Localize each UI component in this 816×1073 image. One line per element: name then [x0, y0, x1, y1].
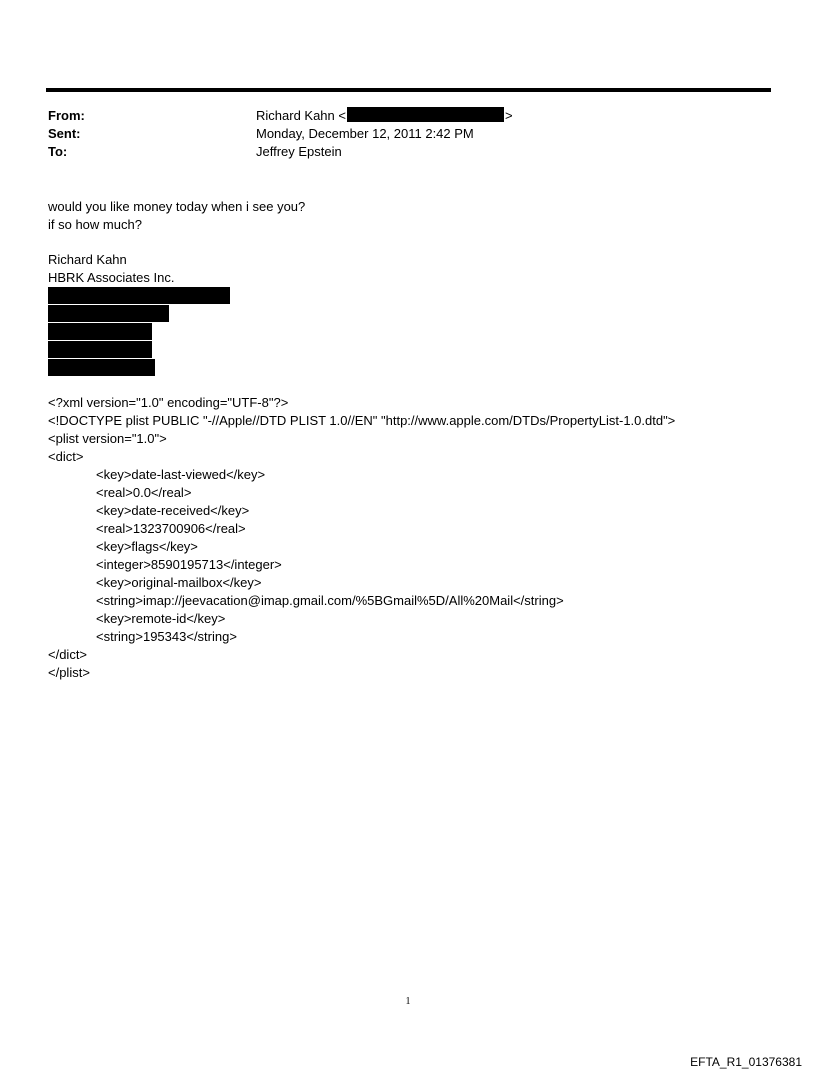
sent-label: Sent: [48, 126, 81, 141]
plist-line: <string>imap://jeevacation@imap.gmail.com/%5BGmail%5D/All%20Mail</string> [96, 593, 564, 608]
plist-line: <key>date-last-viewed</key> [96, 467, 266, 482]
page-number: 1 [405, 996, 411, 1007]
to-row [48, 143, 768, 161]
from-row [48, 107, 768, 125]
plist-line: <real>1323700906</real> [96, 521, 246, 536]
body-line-1: would you like money today when i see you? [48, 199, 306, 214]
redaction-block [48, 305, 169, 322]
plist-line: </plist> [48, 665, 90, 680]
from-close: > [504, 108, 513, 123]
redaction-block [48, 287, 230, 304]
from-name: Richard Kahn < [256, 108, 346, 123]
from-label: From: [48, 108, 85, 123]
sent-row [48, 125, 768, 143]
body-line-2: if so how much? [48, 217, 142, 232]
plist-line: <integer>8590195713</integer> [96, 557, 282, 572]
plist-line: <!DOCTYPE plist PUBLIC "-//Apple//DTD PLIST 1.0//EN" "http://www.apple.com/DTDs/PropertyList-1.0.dtd"> [48, 413, 676, 428]
to-value: Jeffrey Epstein [256, 144, 342, 159]
plist-line: </dict> [48, 647, 88, 662]
plist-line: <plist version="1.0"> [48, 431, 167, 446]
redaction-email [347, 107, 504, 122]
plist-line: <?xml version="1.0" encoding="UTF-8"?> [48, 395, 289, 410]
plist-line: <dict> [48, 449, 84, 464]
document-id: EFTA_R1_01376381 [690, 1055, 802, 1069]
header-rule [46, 88, 771, 92]
plist-line: <key>remote-id</key> [96, 611, 226, 626]
sent-value: Monday, December 12, 2011 2:42 PM [256, 126, 474, 141]
to-label: To: [48, 144, 68, 159]
plist-line: <real>0.0</real> [96, 485, 192, 500]
signature-company: HBRK Associates Inc. [48, 270, 175, 285]
plist-line: <key>original-mailbox</key> [96, 575, 262, 590]
from-value [256, 107, 513, 125]
redaction-block [48, 341, 152, 358]
redaction-block [48, 359, 155, 376]
signature-name: Richard Kahn [48, 252, 127, 267]
plist-line: <string>195343</string> [96, 629, 237, 644]
plist-line: <key>date-received</key> [96, 503, 250, 518]
redaction-block [48, 323, 152, 340]
plist-line: <key>flags</key> [96, 539, 198, 554]
